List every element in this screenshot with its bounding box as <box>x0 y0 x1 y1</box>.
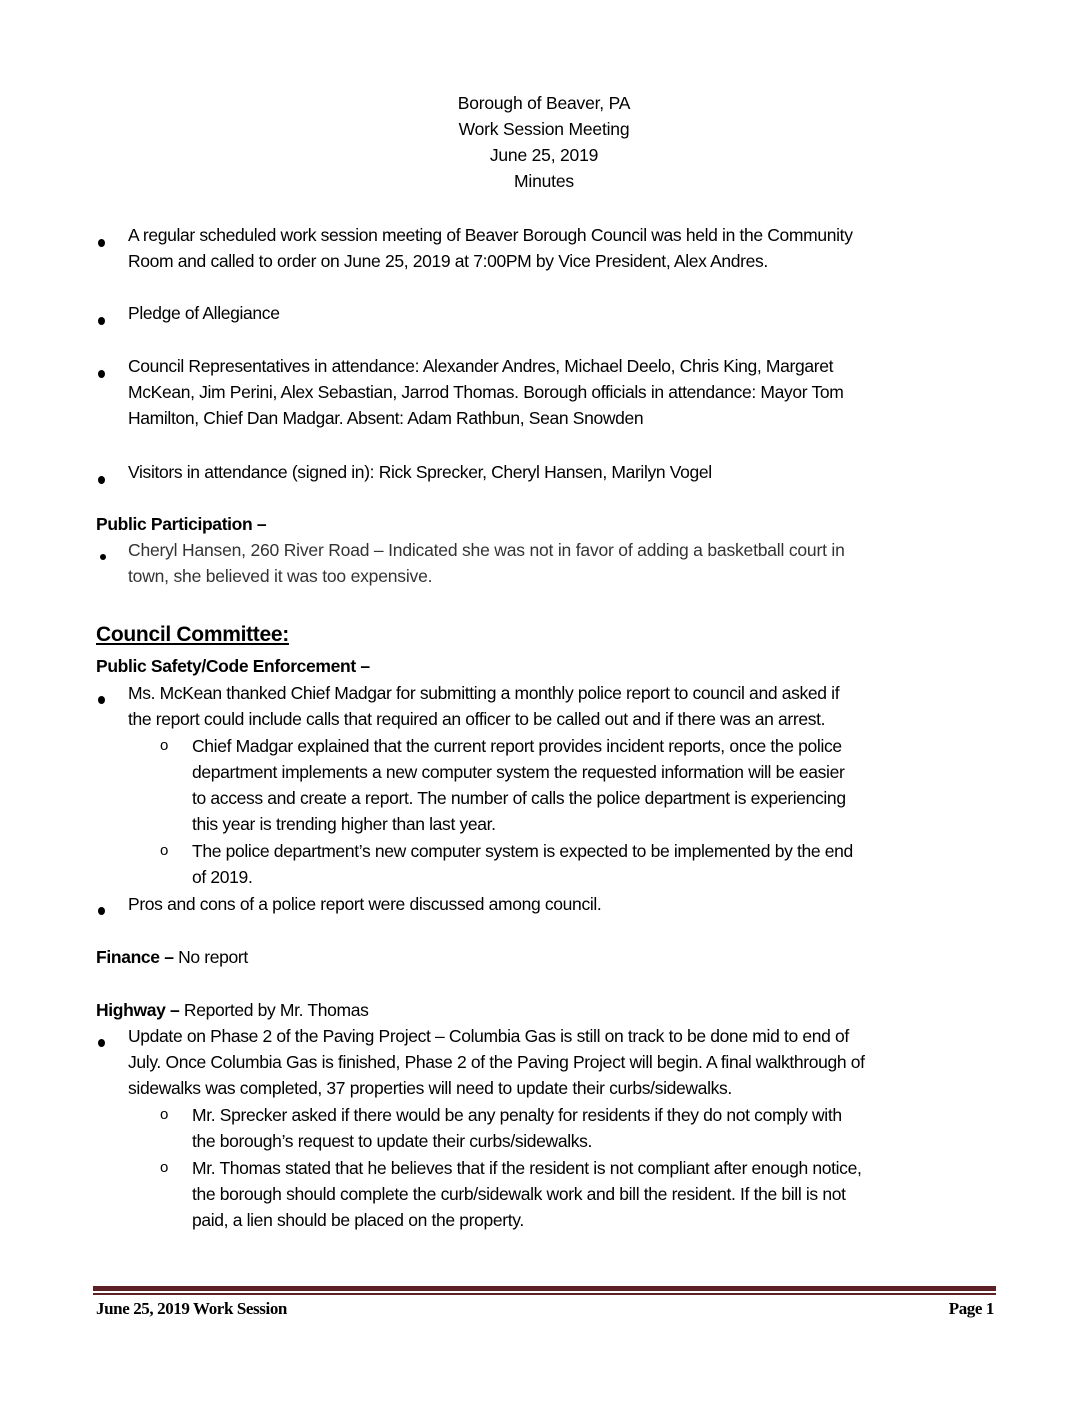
footer-rule-thin <box>93 1293 996 1295</box>
list-item-pros-cons <box>128 891 601 917</box>
text-line: Room and called to order on June 25, 2019 at 7:00PM by Vice President, Alex Andres. <box>128 251 768 271</box>
bullet-icon <box>100 554 106 560</box>
bullet-icon <box>98 370 105 378</box>
footer-meeting-label: June 25, 2019 Work Session <box>96 1299 287 1318</box>
finance-heading: Finance – <box>96 947 174 967</box>
bullet-icon <box>98 907 105 915</box>
text-line: Mr. Thomas stated that he believes that if the resident is not compliant after enough notice, <box>192 1158 862 1178</box>
list-item-visitors <box>128 459 712 485</box>
sub-bullet-icon: o <box>160 842 169 859</box>
text-line: Pledge of Allegiance <box>128 303 280 323</box>
sub-item-penalty-question <box>192 1102 842 1154</box>
bullet-icon <box>98 1039 105 1047</box>
text-line: paid, a lien should be placed on the property. <box>192 1210 524 1230</box>
bullet-icon <box>98 239 105 247</box>
sub-item-incident-reports <box>192 733 846 837</box>
text-line: of 2019. <box>192 867 253 887</box>
list-item-attendance <box>128 353 843 431</box>
sub-bullet-icon: o <box>160 1159 169 1176</box>
text-line: Visitors in attendance (signed in): Rick Sprecker, Cheryl Hansen, Marilyn Vogel <box>128 462 712 482</box>
text-line: Pros and cons of a police report were discussed among council. <box>128 894 602 914</box>
text-line: the report could include calls that required an officer to be called out and if there was an arrest. <box>128 709 826 729</box>
text-line: Update on Phase 2 of the Paving Project – Columbia Gas is still on track to be done mid to end of <box>128 1026 849 1046</box>
title-line-date: June 25, 2019 <box>489 145 599 165</box>
finance-text: No report <box>173 947 248 967</box>
sub-bullet-icon: o <box>160 737 169 754</box>
document-title-block <box>0 90 1088 194</box>
text-line: town, she believed it was too expensive. <box>128 566 433 586</box>
text-line: Council Representatives in attendance: Alexander Andres, Michael Deelo, Chris King, Margaret <box>128 356 834 376</box>
text-line: Cheryl Hansen, 260 River Road – Indicated she was not in favor of adding a basketball court in <box>128 540 845 560</box>
text-line: Hamilton, Chief Dan Madgar. Absent: Adam Rathbun, Sean Snowden <box>128 408 644 428</box>
list-item-police-report <box>128 680 839 732</box>
text-line: sidewalks was completed, 37 properties will need to update their curbs/sidewalks. <box>128 1078 732 1098</box>
sub-bullet-icon: o <box>160 1106 169 1123</box>
sub-item-lien-statement <box>192 1155 861 1233</box>
text-line: Mr. Sprecker asked if there would be any penalty for residents if they do not comply with <box>192 1105 842 1125</box>
list-item-call-to-order <box>128 222 853 274</box>
footer-page-number: Page 1 <box>948 1299 994 1318</box>
list-item-paving-project <box>128 1023 865 1101</box>
title-line-minutes: Minutes <box>514 171 574 191</box>
text-line: A regular scheduled work session meeting of Beaver Borough Council was held in the Community <box>128 225 853 245</box>
highway-heading: Highway – <box>96 1000 180 1020</box>
highway-text: Reported by Mr. Thomas <box>179 1000 369 1020</box>
footer-rule-thick <box>93 1286 996 1291</box>
text-line: July. Once Columbia Gas is finished, Phase 2 of the Paving Project will begin. A final walkthrough of <box>128 1052 865 1072</box>
list-item-pledge <box>128 300 280 326</box>
public-participation-heading: Public Participation – <box>96 514 267 534</box>
bullet-icon <box>98 696 105 704</box>
council-committee-heading: Council Committee: <box>96 623 289 646</box>
bullet-icon <box>98 476 105 484</box>
sub-item-computer-system <box>192 838 853 890</box>
highway-line <box>96 997 368 1023</box>
text-line: to access and create a report. The number of calls the police department is experiencing <box>192 788 846 808</box>
public-safety-heading: Public Safety/Code Enforcement – <box>96 656 370 676</box>
text-line: the borough should complete the curb/sidewalk work and bill the resident. If the bill is not <box>192 1184 846 1204</box>
text-line: Ms. McKean thanked Chief Madgar for submitting a monthly police report to council and asked if <box>128 683 840 703</box>
text-line: The police department’s new computer system is expected to be implemented by the end <box>192 841 853 861</box>
text-line: the borough’s request to update their curbs/sidewalks. <box>192 1131 593 1151</box>
text-line: this year is trending higher than last year. <box>192 814 496 834</box>
title-line-meeting: Work Session Meeting <box>458 119 630 139</box>
text-line: Chief Madgar explained that the current report provides incident reports, once the police <box>192 736 842 756</box>
list-item-public-comment <box>128 537 845 589</box>
text-line: McKean, Jim Perini, Alex Sebastian, Jarrod Thomas. Borough officials in attendance: Mayor Tom <box>128 382 844 402</box>
finance-line <box>96 944 248 970</box>
title-line-borough: Borough of Beaver, PA <box>457 93 631 113</box>
bullet-icon <box>98 317 105 325</box>
text-line: department implements a new computer system the requested information will be easier <box>192 762 845 782</box>
